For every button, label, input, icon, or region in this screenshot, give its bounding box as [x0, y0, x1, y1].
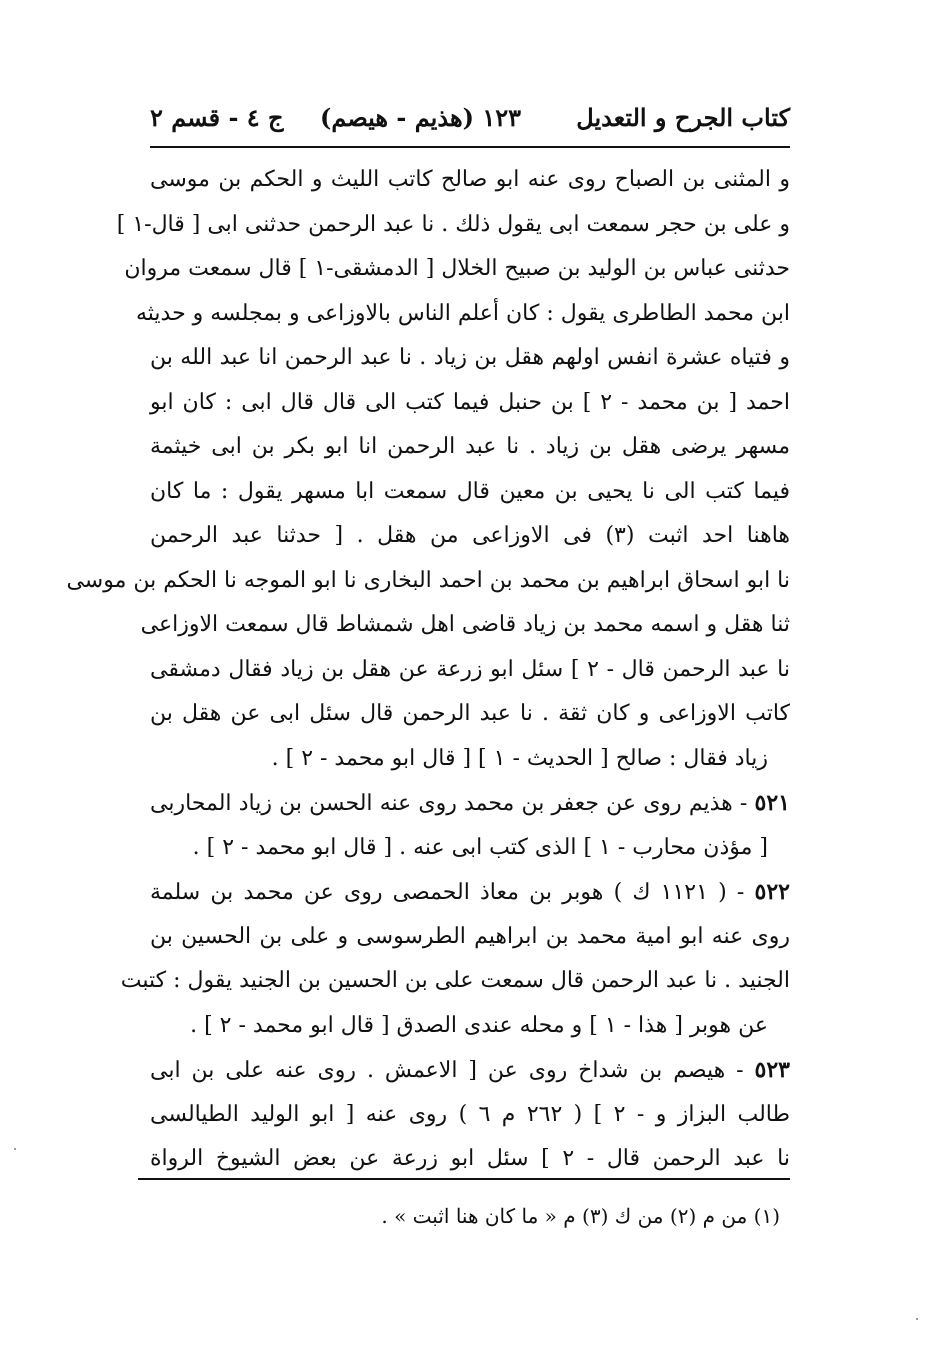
footnote-rule	[138, 1178, 790, 1180]
book-title: كتاب الجرح و التعديل	[576, 102, 790, 132]
line-text: - ( ١١٢١ ك ) هوبر بن معاذ الحمصى روى عن محمد بن سلمة	[150, 880, 745, 905]
page-body	[66, 158, 790, 1182]
text-line	[120, 959, 790, 1004]
line-text: فيما كتب الى نا يحيى بن معين قال سمعت ابا مسهر يقول : ما كان	[150, 478, 790, 504]
volume-part: ج ٤ - قسم ٢	[150, 102, 284, 132]
footnote: (١) من م (٢) من ك (٣) م « ما كان هنا اثبت » .	[381, 1204, 780, 1228]
entry-line	[150, 870, 790, 915]
text-line	[150, 915, 790, 960]
header-rule	[150, 146, 790, 148]
text-line	[150, 158, 790, 203]
text-line	[124, 247, 790, 292]
line-text: الجنيد . نا عبد الرحمن قال سمعت على بن الحسين بن الجنيد يقول : كتبت	[120, 968, 790, 993]
line-text: مسهر يرضى هقل بن زياد . نا عبد الرحمن انا ابو بكر بن ابى خيثمة	[150, 434, 790, 459]
text-line	[150, 1004, 790, 1049]
line-text: احمد [ بن محمد - ٢ ] بن حنبل فيما كتب الى قال قال ابى : كان ابو	[150, 389, 790, 415]
line-text: - هذيم روى عن جعفر بن محمد روى عنه الحسن بن زياد المحاربى	[150, 791, 748, 816]
line-text: و المثنى بن الصباح روى عنه ابو صالح كاتب الليث و الحكم بن موسى	[150, 167, 790, 192]
line-text: - هيصم بن شداخ روى عن [ الاعمش . روى عنه على بن ابى	[150, 1058, 744, 1083]
text-line	[150, 648, 790, 693]
text-line	[150, 336, 790, 381]
text-line	[150, 470, 790, 515]
text-line	[150, 514, 790, 559]
line-text: روى عنه ابو امية محمد بن ابراهيم الطرسوسى و على بن الحسين بن	[150, 923, 790, 949]
text-line	[150, 1137, 790, 1182]
text-line	[150, 826, 790, 871]
line-text: زياد فقال : صالح [ الحديث - ١ ] [ قال ابو محمد - ٢ ] .	[271, 745, 768, 771]
entry-number: ٥٢٣	[754, 1057, 790, 1083]
text-line	[150, 381, 790, 426]
text-line	[116, 203, 790, 248]
scan-speck	[916, 1318, 918, 1320]
line-text: هاهنا احد اثبت (٣) فى الاوزاعى من هقل . [ حدثنا عبد الرحمن	[150, 523, 790, 548]
line-text: نا عبد الرحمن قال - ٢ ] سئل ابو زرعة عن بعض الشيوخ الرواة	[150, 1146, 790, 1171]
entry-line	[150, 781, 790, 826]
scan-speck	[14, 1148, 16, 1150]
entry-line	[150, 1048, 790, 1093]
text-line	[150, 425, 790, 470]
line-text: [ مؤذن محارب - ١ ] الذى كتب ابى عنه . [ قال ابو محمد - ٢ ] .	[192, 834, 768, 860]
line-text: كاتب الاوزاعى و كان ثقة . نا عبد الرحمن قال سئل ابى عن هقل بن	[150, 701, 790, 726]
text-line	[135, 292, 790, 337]
entry-number: ٥٢١	[754, 790, 790, 816]
text-line	[66, 559, 790, 604]
line-text: طالب البزاز و - ٢ ] ( ٢٦٢ م ٦ ) روى عنه [ ابو الوليد الطيالسى	[150, 1101, 790, 1127]
page-number: ١٢٣ (هذيم - هيصم)	[320, 102, 521, 132]
line-text: نا ابو اسحاق ابراهيم بن محمد بن احمد البخارى نا ابو الموجه نا الحكم بن موسى	[66, 567, 790, 593]
text-line	[150, 737, 790, 782]
text-line	[140, 603, 790, 648]
entry-number: ٥٢٢	[754, 879, 790, 905]
line-text: حدثنى عباس بن الوليد بن صبيح الخلال [ الدمشقى-١ ] قال سمعت مروان	[124, 256, 790, 281]
line-text: و على بن حجر سمعت ابى يقول ذلك . نا عبد الرحمن حدثنى ابى [ قال-١ ]	[116, 211, 790, 237]
line-text: ابن محمد الطاطرى يقول : كان أعلم الناس بالاوزاعى و بمجلسه و حديثه	[135, 300, 790, 326]
line-text: عن هوبر [ هذا - ١ ] و محله عندى الصدق [ قال ابو محمد - ٢ ] .	[190, 1012, 768, 1038]
text-line	[150, 692, 790, 737]
running-header	[150, 92, 790, 142]
line-text: ثنا هقل و اسمه محمد بن زياد قاضى اهل شمشاط قال سمعت الاوزاعى	[140, 612, 790, 637]
line-text: نا عبد الرحمن قال - ٢ ] سئل ابو زرعة عن هقل بن زياد فقال دمشقى	[150, 656, 790, 682]
text-line	[150, 1093, 790, 1138]
line-text: و فتياه عشرة انفس اولهم هقل بن زياد . نا عبد الرحمن انا عبد الله بن	[150, 345, 790, 370]
